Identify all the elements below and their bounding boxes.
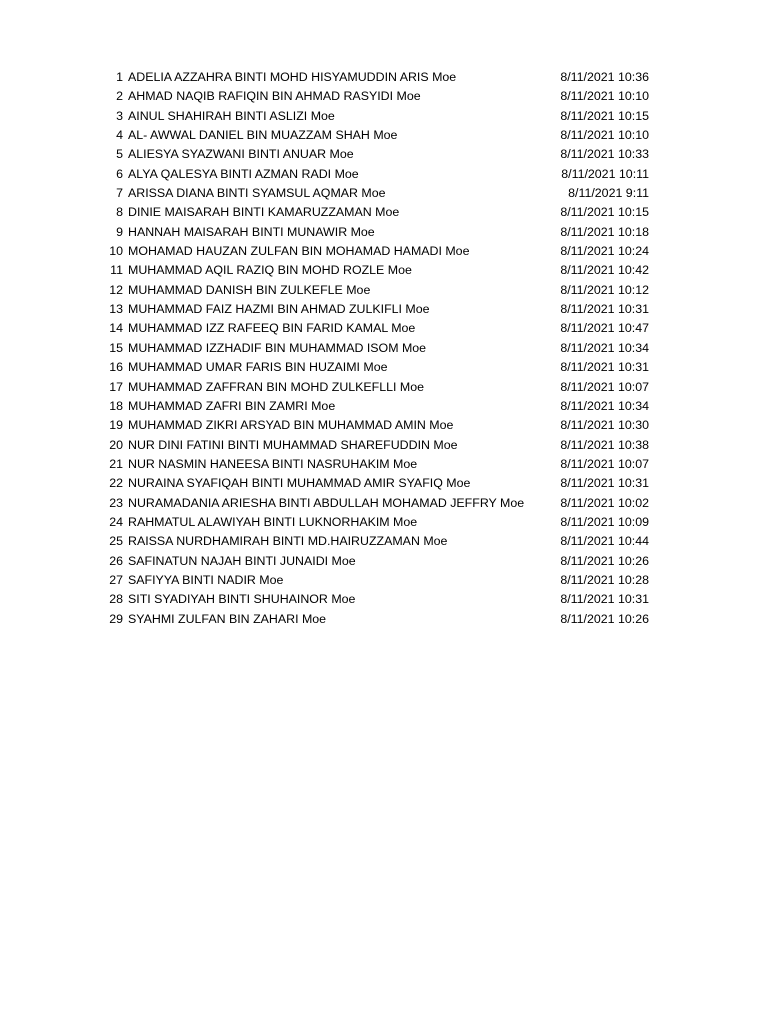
student-name: NUR DINI FATINI BINTI MUHAMMAD SHAREFUDDIN Moe: [128, 437, 458, 452]
row-number: 19: [109, 418, 123, 433]
student-name: SAFIYYA BINTI NADIR Moe: [128, 572, 284, 587]
row-number: 6: [116, 166, 123, 181]
row-number: 9: [116, 224, 123, 239]
timestamp: 8/11/2021 10:31: [560, 302, 649, 317]
list-row: [0, 494, 768, 513]
student-name: AINUL SHAHIRAH BINTI ASLIZI Moe: [128, 108, 335, 123]
list-row: [0, 552, 768, 571]
row-number: 24: [109, 514, 123, 529]
student-name: MUHAMMAD IZZ RAFEEQ BIN FARID KAMAL Moe: [128, 321, 416, 336]
row-number: 14: [109, 321, 123, 336]
student-name: SYAHMI ZULFAN BIN ZAHARI Moe: [128, 611, 327, 626]
row-number: 11: [110, 263, 123, 278]
timestamp: 8/11/2021 10:07: [560, 379, 649, 394]
timestamp: 8/11/2021 10:11: [561, 166, 649, 181]
list-row: [0, 107, 768, 126]
timestamp: 8/11/2021 10:47: [560, 321, 649, 336]
row-number: 20: [109, 437, 123, 452]
student-name: ARISSA DIANA BINTI SYAMSUL AQMAR Moe: [128, 186, 386, 201]
timestamp: 8/11/2021 9:11: [568, 186, 649, 201]
timestamp: 8/11/2021 10:15: [560, 205, 649, 220]
student-name: MUHAMMAD AQIL RAZIQ BIN MOHD ROZLE Moe: [128, 263, 412, 278]
student-name: HANNAH MAISARAH BINTI MUNAWIR Moe: [128, 224, 375, 239]
row-number: 7: [116, 186, 123, 201]
list-row: [0, 300, 768, 319]
list-row: [0, 590, 768, 609]
student-name: SITI SYADIYAH BINTI SHUHAINOR Moe: [128, 592, 356, 607]
list-row: [0, 397, 768, 416]
list-row: [0, 455, 768, 474]
row-number: 17: [109, 379, 123, 394]
list-row: [0, 378, 768, 397]
list-row: [0, 223, 768, 242]
student-name: ADELIA AZZAHRA BINTI MOHD HISYAMUDDIN ARIS Moe: [128, 70, 457, 84]
timestamp: 8/11/2021 10:26: [560, 553, 649, 568]
timestamp: 8/11/2021 10:33: [560, 147, 649, 162]
timestamp: 8/11/2021 10:36: [560, 70, 649, 84]
student-name: AHMAD NAQIB RAFIQIN BIN AHMAD RASYIDI Moe: [128, 89, 421, 104]
row-number: 3: [116, 108, 123, 123]
student-name: MOHAMAD HAUZAN ZULFAN BIN MOHAMAD HAMADI Moe: [128, 244, 470, 259]
timestamp: 8/11/2021 10:34: [560, 398, 649, 413]
timestamp: 8/11/2021 10:18: [560, 224, 649, 239]
timestamp: 8/11/2021 10:28: [560, 572, 649, 587]
timestamp: 8/11/2021 10:07: [560, 456, 649, 471]
timestamp: 8/11/2021 10:44: [560, 534, 649, 549]
timestamp: 8/11/2021 10:42: [560, 263, 649, 278]
row-number: 21: [109, 456, 123, 471]
list-row: [0, 436, 768, 455]
list-row: [0, 242, 768, 261]
student-name: MUHAMMAD IZZHADIF BIN MUHAMMAD ISOM Moe: [128, 340, 427, 355]
row-number: 25: [109, 534, 123, 549]
student-name: DINIE MAISARAH BINTI KAMARUZZAMAN Moe: [128, 205, 400, 220]
list-row: [0, 339, 768, 358]
timestamp: 8/11/2021 10:09: [560, 514, 649, 529]
student-name: SAFINATUN NAJAH BINTI JUNAIDI Moe: [128, 553, 356, 568]
student-name: AL- AWWAL DANIEL BIN MUAZZAM SHAH Moe: [128, 128, 398, 143]
row-number: 2: [116, 89, 123, 104]
student-name: MUHAMMAD UMAR FARIS BIN HUZAIMI Moe: [128, 360, 388, 375]
row-number: 5: [116, 147, 123, 162]
student-name: MUHAMMAD DANISH BIN ZULKEFLE Moe: [128, 282, 371, 297]
student-name: MUHAMMAD FAIZ HAZMI BIN AHMAD ZULKIFLI Moe: [128, 302, 430, 317]
student-name: ALYA QALESYA BINTI AZMAN RADI Moe: [128, 166, 359, 181]
student-name: ALIESYA SYAZWANI BINTI ANUAR Moe: [128, 147, 354, 162]
student-name: NURAMADANIA ARIESHA BINTI ABDULLAH MOHAMAD JEFFRY Moe: [128, 495, 525, 510]
timestamp: 8/11/2021 10:31: [560, 360, 649, 375]
timestamp: 8/11/2021 10:12: [560, 282, 649, 297]
list-row: [0, 184, 768, 203]
list-row: [0, 203, 768, 222]
timestamp: 8/11/2021 10:15: [560, 108, 649, 123]
row-number: 29: [109, 611, 123, 626]
list-row: [0, 68, 768, 87]
row-number: 10: [109, 244, 123, 259]
list-row: [0, 416, 768, 435]
row-number: 22: [109, 476, 123, 491]
student-name: NURAINA SYAFIQAH BINTI MUHAMMAD AMIR SYAFIQ Moe: [128, 476, 471, 491]
row-number: 18: [109, 398, 123, 413]
timestamp: 8/11/2021 10:26: [560, 611, 649, 626]
row-number: 15: [109, 340, 123, 355]
row-number: 23: [109, 495, 123, 510]
attendance-list: [0, 68, 768, 629]
list-row: [0, 261, 768, 280]
timestamp: 8/11/2021 10:31: [560, 592, 649, 607]
list-row: [0, 319, 768, 338]
list-row: [0, 281, 768, 300]
list-row: [0, 513, 768, 532]
timestamp: 8/11/2021 10:02: [560, 495, 649, 510]
student-name: RAISSA NURDHAMIRAH BINTI MD.HAIRUZZAMAN Moe: [128, 534, 448, 549]
list-row: [0, 165, 768, 184]
student-name: MUHAMMAD ZAFRI BIN ZAMRI Moe: [128, 398, 336, 413]
list-row: [0, 610, 768, 629]
list-row: [0, 358, 768, 377]
timestamp: 8/11/2021 10:34: [560, 340, 649, 355]
row-number: 13: [109, 302, 123, 317]
timestamp: 8/11/2021 10:31: [560, 476, 649, 491]
row-number: 4: [116, 128, 123, 143]
student-name: MUHAMMAD ZAFFRAN BIN MOHD ZULKEFLLI Moe: [128, 379, 425, 394]
row-number: 27: [109, 572, 123, 587]
timestamp: 8/11/2021 10:10: [560, 128, 649, 143]
student-name: RAHMATUL ALAWIYAH BINTI LUKNORHAKIM Moe: [128, 514, 418, 529]
row-number: 26: [109, 553, 123, 568]
student-name: NUR NASMIN HANEESA BINTI NASRUHAKIM Moe: [128, 456, 418, 471]
list-row: [0, 145, 768, 164]
row-number: 8: [116, 205, 123, 220]
row-number: 28: [109, 592, 123, 607]
student-name: MUHAMMAD ZIKRI ARSYAD BIN MUHAMMAD AMIN Moe: [128, 418, 454, 433]
list-row: [0, 126, 768, 145]
row-number: 1: [116, 70, 123, 84]
list-row: [0, 87, 768, 106]
list-row: [0, 532, 768, 551]
timestamp: 8/11/2021 10:30: [560, 418, 649, 433]
timestamp: 8/11/2021 10:24: [560, 244, 649, 259]
list-row: [0, 571, 768, 590]
timestamp: 8/11/2021 10:10: [560, 89, 649, 104]
row-number: 12: [109, 282, 123, 297]
list-row: [0, 474, 768, 493]
row-number: 16: [109, 360, 123, 375]
timestamp: 8/11/2021 10:38: [560, 437, 649, 452]
